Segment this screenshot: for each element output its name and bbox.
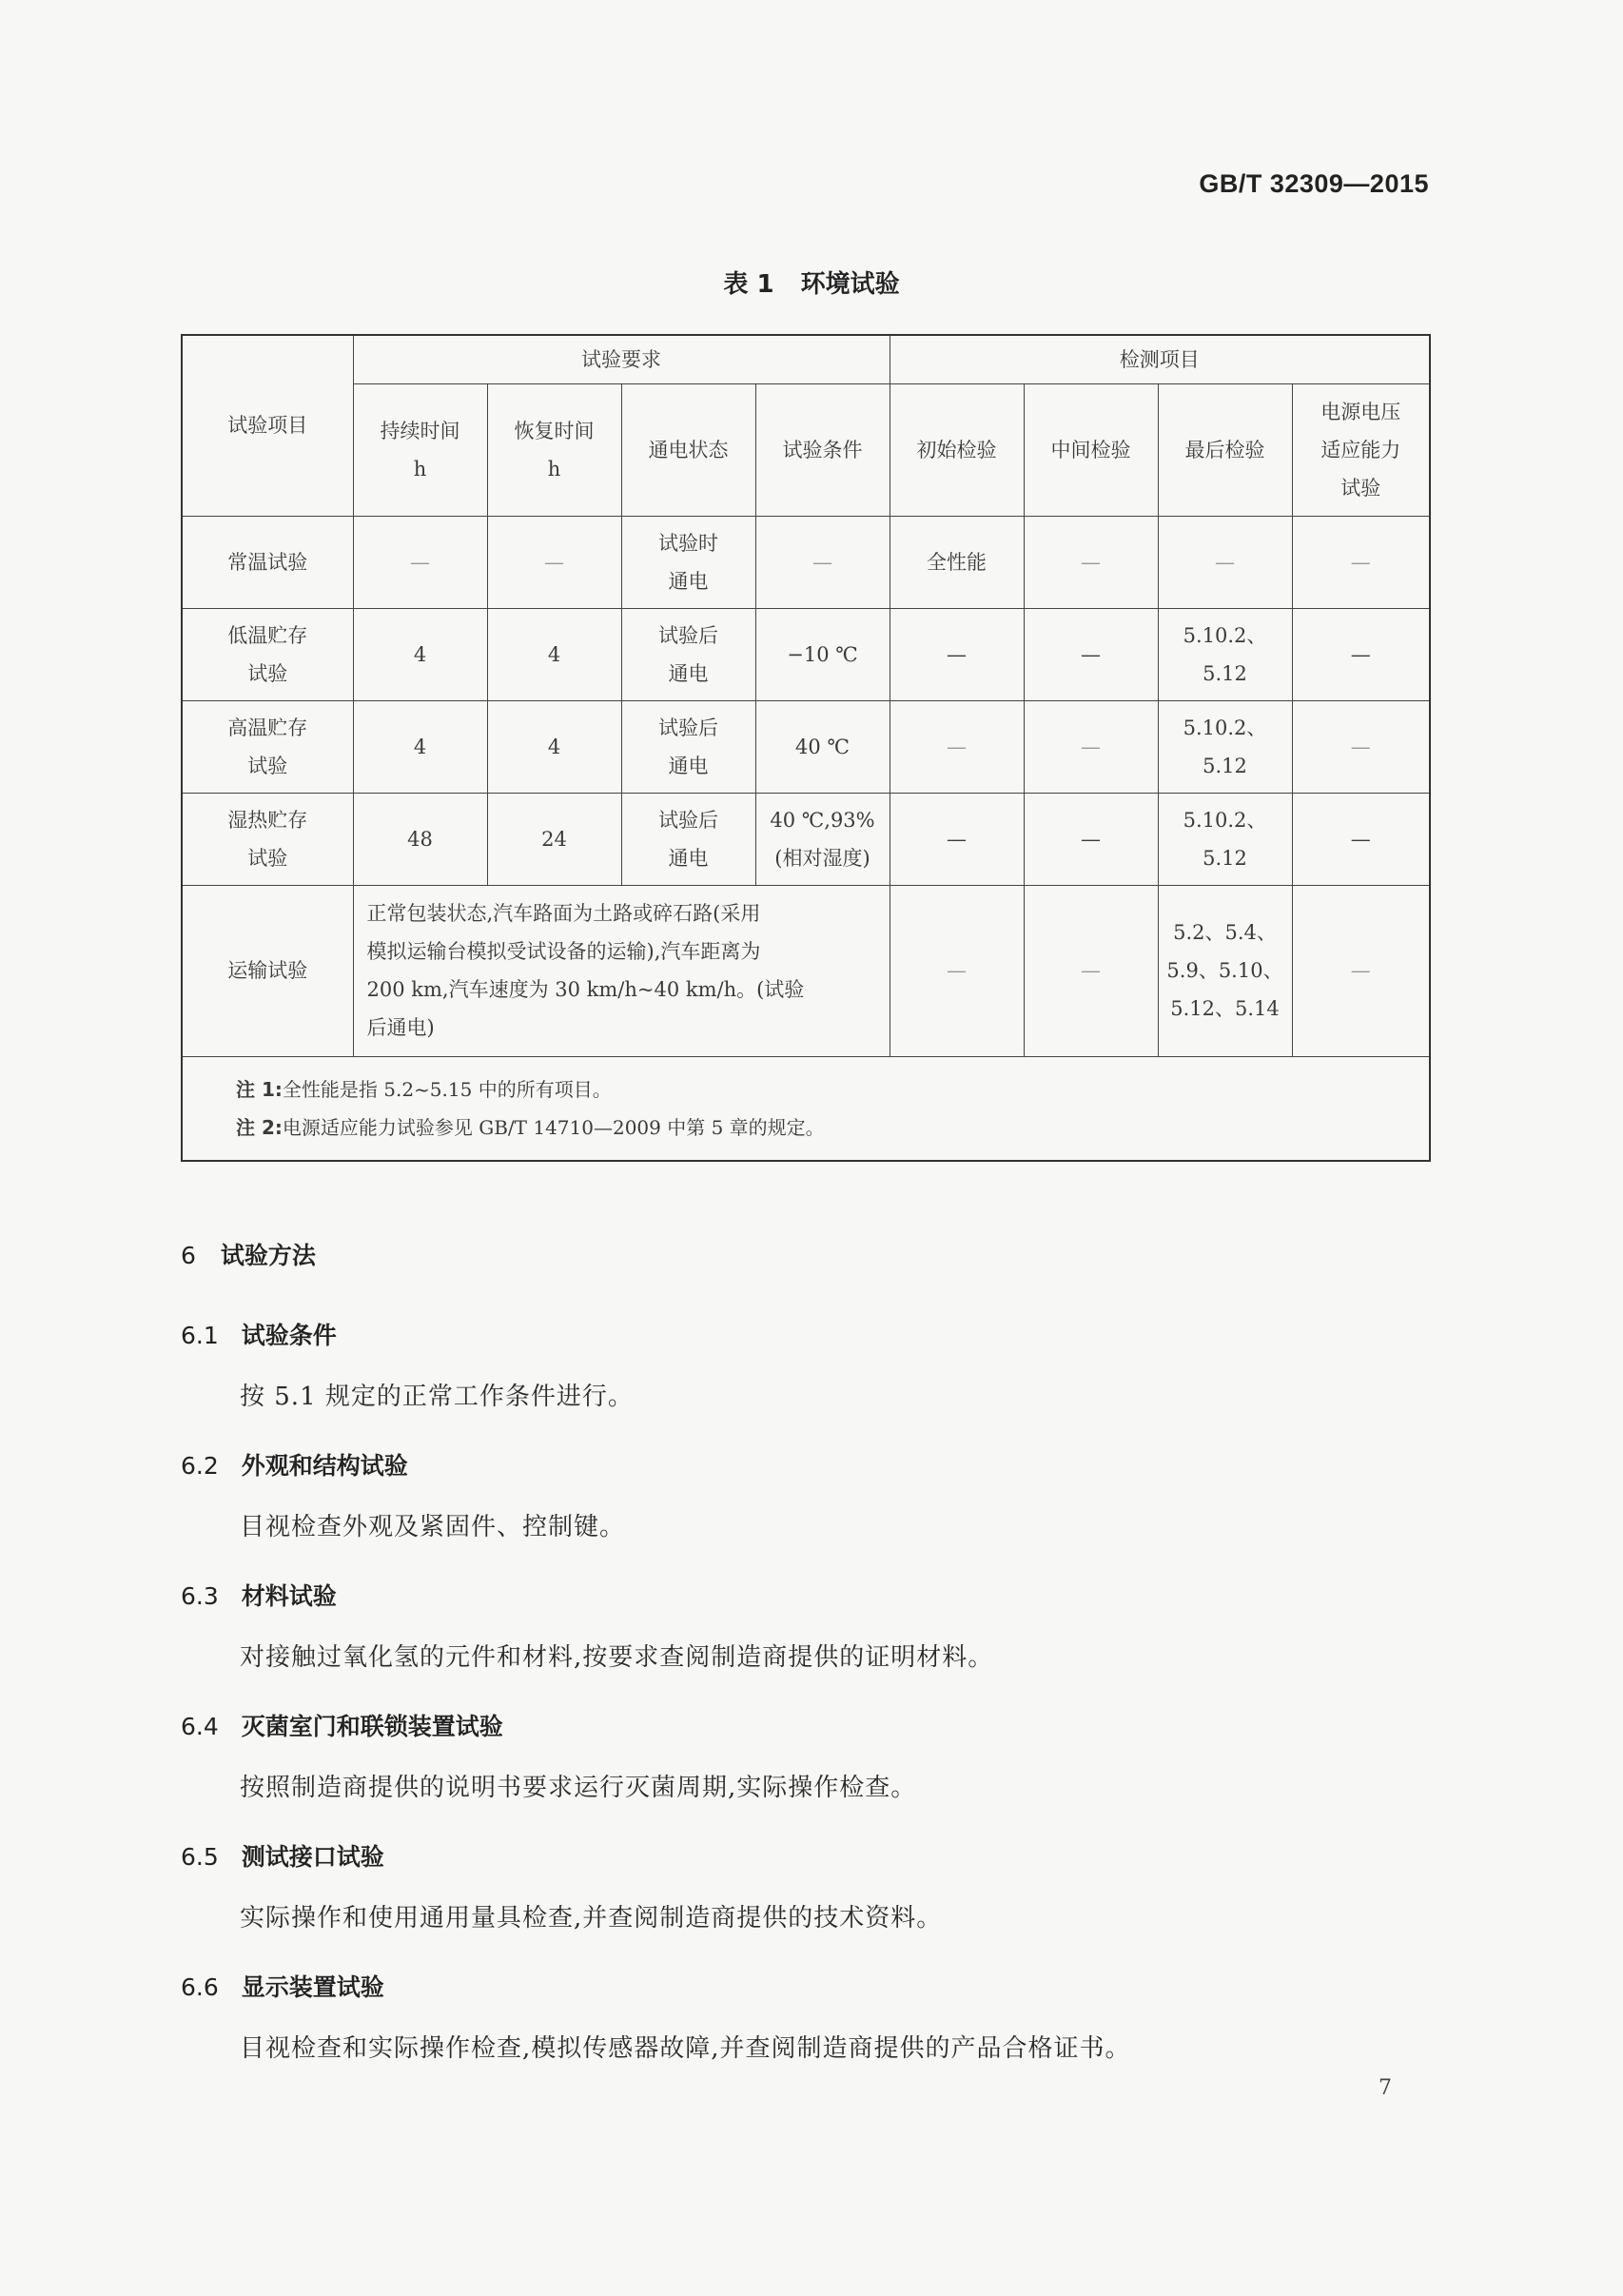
header-recovery: 恢复时间 h [487,383,621,516]
section-heading-6-3: 6.3 材料试验 [181,1582,337,1610]
cell-initial: — [890,700,1024,793]
table-header-row-1 [182,335,1430,383]
section-heading-6-2: 6.2 外观和结构试验 [181,1452,408,1480]
page-number: 7 [1379,2076,1392,2100]
header-final-check: 最后检验 [1158,383,1292,516]
cell-condition: 40 ℃ [755,700,890,793]
section-text-6-4: 按照制造商提供的说明书要求运行灭菌周期,实际操作检查。 [240,1774,917,1802]
cell-power: 试验后 通电 [621,608,755,700]
cell-power: 试验时 通电 [621,516,755,608]
cell-voltage: — [1292,885,1430,1056]
header-detection: 检测项目 [890,335,1430,383]
table-caption [0,265,1623,300]
cell-middle: — [1024,608,1158,700]
cell-recovery: — [487,516,621,608]
section-text-6-3: 对接触过氧化氢的元件和材料,按要求查阅制造商提供的证明材料。 [240,1643,994,1672]
cell-voltage: — [1292,516,1430,608]
section-heading-6: 6 试验方法 [181,1242,316,1269]
table-notes [182,1056,1430,1161]
section-text-6-5: 实际操作和使用通用量具检查,并查阅制造商提供的技术资料。 [240,1904,943,1933]
cell-recovery: 4 [487,608,621,700]
cell-power: 试验后 通电 [621,700,755,793]
cell-middle: — [1024,700,1158,793]
cell-duration: 4 [353,608,487,700]
cell-item: 低温贮存 试验 [182,608,353,700]
cell-final: 5.10.2、 5.12 [1158,608,1292,700]
cell-middle: — [1024,885,1158,1056]
cell-final: 5.10.2、 5.12 [1158,700,1292,793]
cell-item: 运输试验 [182,885,353,1056]
cell-middle: — [1024,516,1158,608]
cell-initial: — [890,793,1024,885]
section-text-6-2: 目视检查外观及紧固件、控制键。 [240,1513,626,1541]
cell-final: 5.2、5.4、 5.9、5.10、 5.12、5.14 [1158,885,1292,1056]
header-voltage-test: 电源电压 适应能力 试验 [1292,383,1430,516]
cell-voltage: — [1292,608,1430,700]
standard-code: GB/T 32309—2015 [1199,169,1429,198]
cell-voltage: — [1292,700,1430,793]
cell-recovery: 4 [487,700,621,793]
table-row [182,608,1430,700]
header-power-state: 通电状态 [621,383,755,516]
header-duration: 持续时间 h [353,383,487,516]
table-row [182,516,1430,608]
header-requirements: 试验要求 [353,335,890,383]
section-heading-6-1: 6.1 试验条件 [181,1322,337,1349]
section-heading-6-5: 6.5 测试接口试验 [181,1843,384,1871]
table-caption-number: 表 1 [723,270,774,299]
section-heading-6-6: 6.6 显示装置试验 [181,1973,384,2001]
table-notes-row [182,1056,1430,1161]
cell-duration: 4 [353,700,487,793]
header-initial-check: 初始检验 [890,383,1024,516]
cell-middle: — [1024,793,1158,885]
cell-duration: 48 [353,793,487,885]
cell-initial: 全性能 [890,516,1024,608]
cell-duration: — [353,516,487,608]
table-row-transport [182,885,1430,1056]
cell-initial: — [890,885,1024,1056]
cell-power: 试验后 通电 [621,793,755,885]
section-heading-6-4: 6.4 灭菌室门和联锁装置试验 [181,1713,503,1740]
header-middle-check: 中间检验 [1024,383,1158,516]
header-item: 试验项目 [182,335,353,516]
table-caption-title: 环境试验 [800,270,900,299]
cell-final: 5.10.2、 5.12 [1158,793,1292,885]
header-condition: 试验条件 [755,383,890,516]
section-text-6-1: 按 5.1 规定的正常工作条件进行。 [240,1383,634,1411]
table-header-row-2 [182,383,1430,516]
cell-condition: −10 ℃ [755,608,890,700]
cell-item: 湿热贮存 试验 [182,793,353,885]
cell-initial: — [890,608,1024,700]
table-row [182,793,1430,885]
cell-item: 高温贮存 试验 [182,700,353,793]
cell-condition: — [755,516,890,608]
note-2: 注 2:电源适应能力试验参见 GB/T 14710—2009 中第 5 章的规定。 [236,1115,825,1139]
section-text-6-6: 目视检查和实际操作检查,模拟传感器故障,并查阅制造商提供的产品合格证书。 [240,2034,1131,2063]
cell-voltage: — [1292,793,1430,885]
table-row [182,700,1430,793]
cell-transport-description: 正常包装状态,汽车路面为土路或碎石路(采用 模拟运输台模拟受试设备的运输),汽车距离为 200 km,汽车速度为 30 km/h~40 km/h。(试验 后通电) [353,885,890,1056]
cell-recovery: 24 [487,793,621,885]
note-1: 注 1:全性能是指 5.2~5.15 中的所有项目。 [236,1077,612,1101]
cell-final: — [1158,516,1292,608]
cell-item: 常温试验 [182,516,353,608]
cell-condition: 40 ℃,93% (相对湿度) [755,793,890,885]
environment-test-table [181,334,1431,1162]
